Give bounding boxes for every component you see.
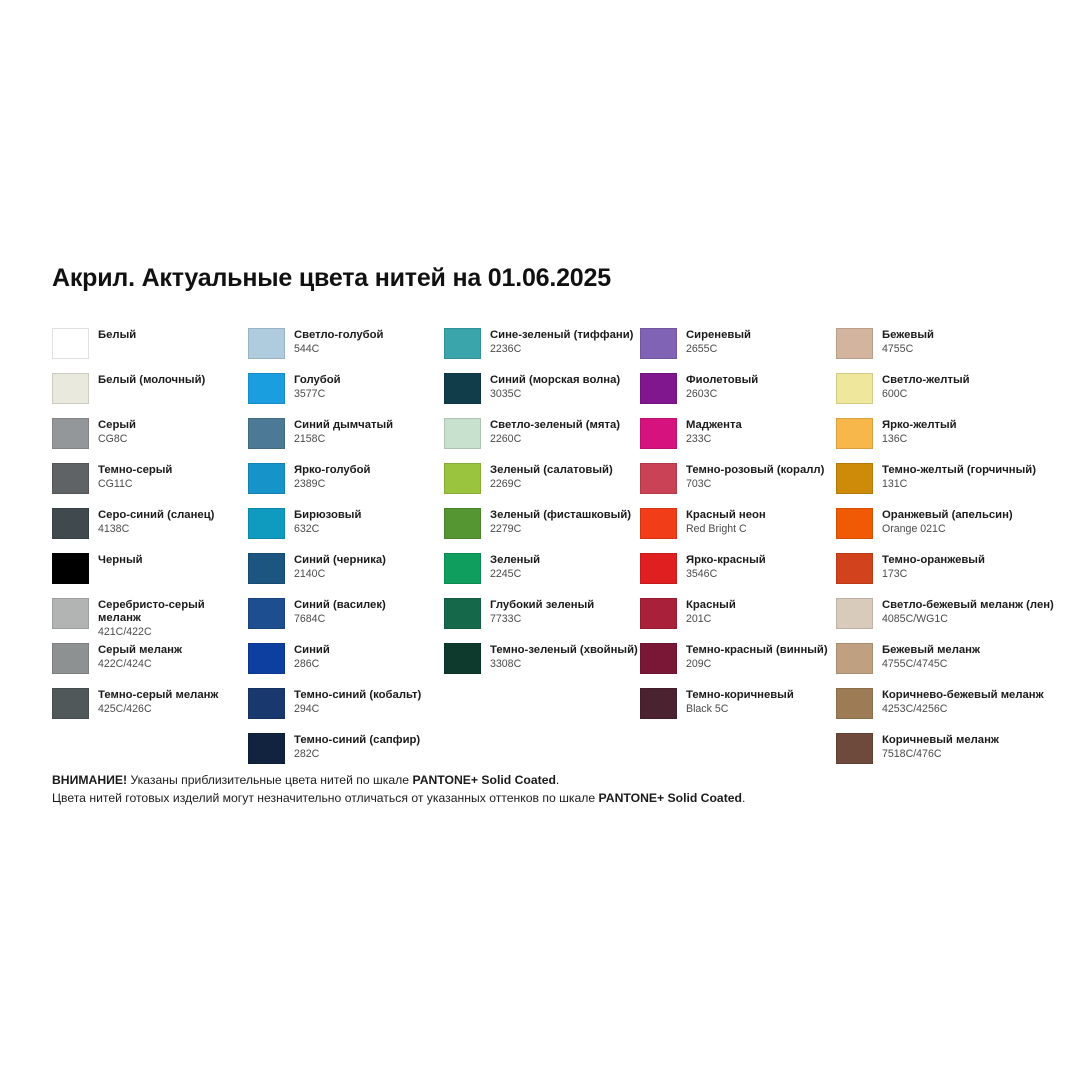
swatch-labels [882, 328, 934, 356]
color-code: 3577C [294, 388, 326, 401]
color-name: Синий [294, 644, 330, 656]
color-code: 2236C [490, 343, 522, 356]
color-code: Orange 021C [882, 523, 946, 536]
swatch-labels [294, 328, 383, 356]
color-chip [836, 418, 873, 449]
color-code: 632C [294, 523, 320, 536]
swatch-item [444, 418, 640, 463]
swatch-labels [98, 328, 136, 343]
swatch-labels [98, 643, 182, 671]
color-code: 4755C/4745C [882, 658, 948, 671]
swatch-labels [882, 688, 1044, 716]
color-chip [248, 463, 285, 494]
color-code: 425C/426C [98, 703, 152, 716]
color-name: Светло-желтый [882, 374, 970, 386]
swatch-item [248, 373, 444, 418]
color-name: Темно-синий (сапфир) [294, 734, 421, 746]
color-chip [444, 508, 481, 539]
color-name: Ярко-желтый [882, 419, 957, 431]
color-chip [640, 598, 677, 629]
color-name: Бежевый меланж [882, 644, 981, 656]
color-name: Голубой [294, 374, 341, 386]
swatch-item [444, 373, 640, 418]
color-code: 2655C [686, 343, 718, 356]
color-name: Белый (молочный) [98, 374, 206, 386]
swatch-item [52, 418, 248, 463]
color-chip [248, 643, 285, 674]
color-code: 3546C [686, 568, 718, 581]
color-code: 3035C [490, 388, 522, 401]
color-name: Темно-зеленый (хвойный) [490, 644, 638, 656]
color-name: Зеленый [490, 554, 541, 566]
swatch-labels [490, 328, 633, 356]
footer-line-1-end: . [555, 773, 560, 787]
footer-line-2-end: . [742, 790, 746, 805]
color-chip [444, 373, 481, 404]
color-name: Ярко-голубой [294, 464, 371, 476]
color-chip [444, 328, 481, 359]
color-chip [444, 598, 481, 629]
color-name: Маджента [686, 419, 742, 431]
color-chip [52, 643, 89, 674]
color-name: Красный [686, 599, 736, 611]
color-code: 600C [882, 388, 908, 401]
color-name: Темно-коричневый [686, 689, 794, 701]
swatch-item [836, 373, 1042, 418]
swatch-item [248, 328, 444, 373]
color-code: 201C [686, 613, 712, 626]
color-code: 2245C [490, 568, 522, 581]
color-name: Синий (морская волна) [490, 374, 621, 386]
color-name: Зеленый (салатовый) [490, 464, 613, 476]
color-name: Серо-синий (сланец) [98, 509, 215, 521]
swatch-labels [98, 373, 205, 388]
color-chip [444, 553, 481, 584]
swatch-item [248, 418, 444, 463]
color-name: Синий дымчатый [294, 419, 394, 431]
pantone-brand: PANTONE+ Solid Coated [598, 790, 742, 805]
swatch-item [248, 508, 444, 553]
page-title: Акрил. Актуальные цвета нитей на 01.06.2025 [52, 264, 611, 292]
color-chip [248, 688, 285, 719]
color-chip [52, 418, 89, 449]
swatch-item [248, 463, 444, 508]
color-code: 421C/422C [98, 625, 152, 638]
swatch-item [836, 553, 1042, 598]
color-name: Темно-синий (кобальт) [294, 689, 422, 701]
swatch-labels [882, 508, 1013, 536]
color-name: Темно-красный (винный) [686, 644, 828, 656]
color-name: Бежевый [882, 329, 934, 341]
swatch-item [640, 553, 836, 598]
swatch-item [444, 463, 640, 508]
color-name: Бирюзовый [294, 509, 362, 521]
swatch-labels [294, 418, 393, 446]
swatch-labels [882, 373, 970, 401]
color-name: Коричнево-бежевый меланж [882, 689, 1044, 701]
swatch-labels [98, 688, 218, 716]
color-code: 286C [294, 658, 320, 671]
color-name: Серебристо-серый меланж [98, 599, 205, 624]
swatch-labels [686, 463, 824, 491]
swatch-labels [98, 598, 248, 638]
color-name: Фиолетовый [686, 374, 759, 386]
color-name: Сиреневый [686, 329, 751, 341]
swatch-item [52, 688, 248, 733]
color-chip [248, 598, 285, 629]
swatch-item [836, 463, 1042, 508]
swatch-item [444, 643, 640, 688]
swatch-labels [490, 643, 638, 671]
swatch-item [444, 553, 640, 598]
color-chip [836, 508, 873, 539]
color-code: 4253C/4256C [882, 703, 948, 716]
color-code: 2260C [490, 433, 522, 446]
color-name: Серый меланж [98, 644, 183, 656]
swatch-item [640, 643, 836, 688]
color-chip [52, 463, 89, 494]
color-name: Светло-голубой [294, 329, 384, 341]
swatch-labels [98, 553, 143, 568]
footer-note [52, 772, 1012, 807]
swatch-item [444, 598, 640, 643]
color-code: 136C [882, 433, 908, 446]
color-code: 173C [882, 568, 908, 581]
color-code: 4138C [98, 523, 130, 536]
color-chip [444, 643, 481, 674]
color-name: Темно-серый меланж [98, 689, 219, 701]
footer-line-2-text: Цвета нитей готовых изделий могут незначительно отличаться от указанных оттенков по шкале [52, 790, 599, 805]
color-code: 4755C [882, 343, 914, 356]
swatch-item [52, 553, 248, 598]
swatch-item [640, 418, 836, 463]
color-code: 2603C [686, 388, 718, 401]
swatch-item [640, 508, 836, 553]
swatch-labels [490, 553, 540, 581]
color-chip [248, 328, 285, 359]
swatch-item [248, 643, 444, 688]
swatch-labels [490, 508, 631, 536]
swatch-labels [882, 463, 1036, 491]
footer-line-2 [52, 790, 1012, 808]
color-code: 2158C [294, 433, 326, 446]
color-name: Темно-серый [98, 464, 173, 476]
color-name: Зеленый (фисташковый) [490, 509, 632, 521]
color-chip [444, 418, 481, 449]
swatch-labels [294, 463, 371, 491]
swatch-labels [686, 508, 766, 536]
color-name: Черный [98, 554, 143, 566]
swatch-item [248, 598, 444, 643]
color-code: CG8C [98, 433, 128, 446]
swatch-item [836, 688, 1042, 733]
swatch-item [836, 598, 1054, 643]
color-chip [640, 328, 677, 359]
color-code: 233C [686, 433, 712, 446]
color-name: Красный неон [686, 509, 766, 521]
color-chip [444, 463, 481, 494]
color-chip [836, 463, 873, 494]
color-code: Red Bright C [686, 523, 747, 536]
swatch-labels [294, 553, 386, 581]
color-name: Синий (василек) [294, 599, 386, 611]
swatch-column-3 [444, 328, 640, 778]
swatch-item [52, 643, 248, 688]
color-code: 2269C [490, 478, 522, 491]
color-code: 282C [294, 748, 320, 761]
color-chip [248, 418, 285, 449]
color-name: Глубокий зеленый [490, 599, 595, 611]
color-chip [52, 553, 89, 584]
swatch-item [52, 508, 248, 553]
color-name: Темно-розовый (коралл) [686, 464, 825, 476]
footer-line-1 [52, 772, 1012, 790]
color-chip [52, 508, 89, 539]
color-code: 3308C [490, 658, 522, 671]
color-chip [836, 373, 873, 404]
color-name: Сине-зеленый (тиффани) [490, 329, 634, 341]
color-code: CG11C [98, 478, 133, 491]
color-chip [836, 328, 873, 359]
swatch-item [640, 328, 836, 373]
color-code: 422C/424C [98, 658, 152, 671]
swatch-labels [686, 553, 766, 581]
swatch-labels [294, 643, 330, 671]
color-chip [248, 373, 285, 404]
swatch-item [836, 643, 1042, 688]
color-code: 209C [686, 658, 712, 671]
swatch-item [836, 508, 1042, 553]
swatch-labels [882, 553, 985, 581]
color-chip [836, 553, 873, 584]
swatch-item [640, 463, 836, 508]
color-name: Синий (черника) [294, 554, 386, 566]
color-chip [52, 328, 89, 359]
color-chip [836, 733, 873, 764]
color-name: Светло-бежевый меланж (лен) [882, 599, 1054, 611]
color-code: 131C [882, 478, 908, 491]
swatch-item [248, 688, 444, 733]
color-name: Белый [98, 329, 137, 341]
swatch-column-2 [248, 328, 444, 778]
color-chip [836, 598, 873, 629]
color-name: Коричневый меланж [882, 734, 999, 746]
swatch-labels [686, 688, 794, 716]
swatch-item [444, 328, 640, 373]
color-chip [640, 508, 677, 539]
swatch-labels [686, 328, 751, 356]
color-code: 2279C [490, 523, 522, 536]
attention-label: ВНИМАНИЕ! [52, 773, 128, 787]
swatch-item [836, 418, 1042, 463]
swatch-labels [294, 733, 420, 761]
color-code: 2140C [294, 568, 326, 581]
swatch-labels [882, 598, 1054, 626]
swatch-item [836, 328, 1042, 373]
swatch-labels [490, 598, 594, 626]
swatch-labels [294, 373, 341, 401]
swatch-labels [294, 688, 421, 716]
color-code: 7518C/476C [882, 748, 942, 761]
swatch-labels [686, 373, 758, 401]
swatch-item [444, 508, 640, 553]
swatch-labels [98, 508, 214, 536]
color-chip [836, 688, 873, 719]
swatch-item [52, 328, 248, 373]
swatch-labels [882, 418, 957, 446]
color-chip [248, 733, 285, 764]
color-chip [640, 463, 677, 494]
swatch-labels [882, 643, 980, 671]
swatch-labels [490, 418, 620, 446]
color-code: 7684C [294, 613, 326, 626]
color-chip [640, 688, 677, 719]
color-code: 7733C [490, 613, 522, 626]
color-code: 2389C [294, 478, 326, 491]
swatch-item [52, 598, 248, 643]
swatch-item [52, 373, 248, 418]
color-chip [640, 643, 677, 674]
swatch-item [52, 463, 248, 508]
swatch-item [640, 688, 836, 733]
color-chip [52, 688, 89, 719]
color-name: Ярко-красный [686, 554, 766, 566]
swatch-column-4 [640, 328, 836, 778]
swatch-labels [294, 508, 361, 536]
color-chip [640, 553, 677, 584]
color-code: Black 5C [686, 703, 729, 716]
color-name: Светло-зеленый (мята) [490, 419, 621, 431]
color-code: 703C [686, 478, 712, 491]
color-code: 294C [294, 703, 320, 716]
swatch-item [640, 373, 836, 418]
swatch-labels [490, 463, 613, 491]
color-name: Серый [98, 419, 136, 431]
color-name: Темно-оранжевый [882, 554, 985, 566]
color-chip [52, 598, 89, 629]
color-code: 544C [294, 343, 320, 356]
swatch-column-1 [52, 328, 248, 778]
swatch-item [248, 553, 444, 598]
pantone-brand: PANTONE+ Solid Coated [412, 773, 556, 787]
swatch-item [640, 598, 836, 643]
color-chip [640, 373, 677, 404]
color-code: 4085C/WG1C [882, 613, 948, 626]
footer-line-1-text: Указаны приблизительные цвета нитей по шкале [127, 773, 413, 787]
color-chip [52, 373, 89, 404]
color-chip [248, 508, 285, 539]
swatch-column-5 [836, 328, 1054, 778]
swatch-labels [686, 418, 742, 446]
swatch-labels [882, 733, 999, 761]
color-chip [248, 553, 285, 584]
swatch-labels [98, 418, 136, 446]
color-chip [640, 418, 677, 449]
color-name: Темно-желтый (горчичный) [882, 464, 1036, 476]
swatch-labels [686, 643, 828, 671]
swatch-labels [294, 598, 386, 626]
color-name: Оранжевый (апельсин) [882, 509, 1013, 521]
swatch-columns [52, 328, 1054, 778]
swatch-labels [686, 598, 736, 626]
swatch-labels [98, 463, 172, 491]
color-chip [836, 643, 873, 674]
swatch-labels [490, 373, 620, 401]
